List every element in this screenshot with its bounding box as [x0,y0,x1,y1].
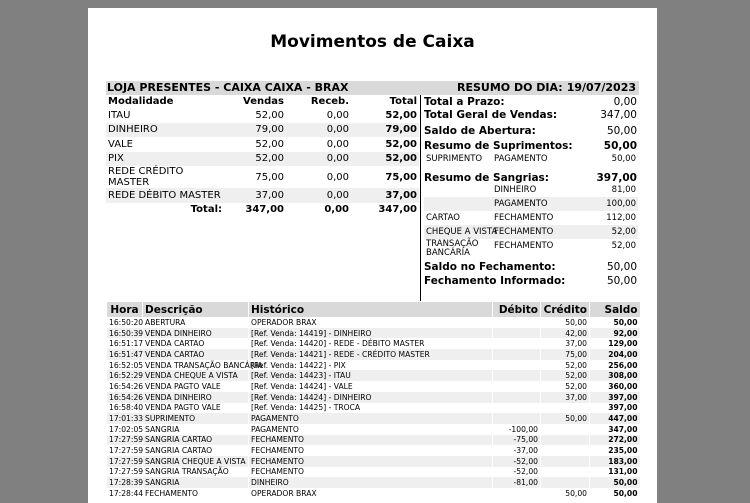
sangria-value: 52,00 [611,241,636,251]
mov-debito [493,328,541,339]
mov-historico: FECHAMENTO [249,467,493,478]
mov-historico: OPERADOR BRAX [249,317,493,328]
movimento-row [107,360,640,371]
mov-historico: [Ref. Venda: 14419] - DINHEIRO [249,328,493,339]
modalidade-total: 52,00 [351,152,419,167]
modalidade-total: 75,00 [385,171,417,183]
mov-descricao: SANGRIA TRANSAÇÃO [143,467,249,478]
total-total: 347,00 [378,204,417,216]
sangria-hist: PAGAMENTO [494,199,548,209]
col-descricao: Descrição [143,302,249,317]
col-receb: Receb. [310,96,349,107]
modalidade-name: REDE CRÉDITO MASTER [108,166,184,188]
mov-saldo: 50,00 [590,317,640,328]
mov-saldo: 50,00 [590,488,640,499]
mov-descricao: SANGRIA [143,424,249,435]
sangria-hist: DINHEIRO [494,185,537,195]
mov-credito: 37,00 [541,392,590,403]
mov-historico: [Ref. Venda: 14422] - PIX [249,360,493,371]
sangria-value: 100,00 [606,199,636,209]
mov-descricao: SUPRIMENTO [143,413,249,424]
mov-descricao: VENDA TRANSAÇÃO BANCÁRIA [143,360,249,371]
modalidade-total: 37,00 [351,188,419,203]
saldo-fechamento-label: Saldo no Fechamento: [424,261,556,273]
mov-saldo: 360,00 [590,381,640,392]
fechamento-informado-label: Fechamento Informado: [424,275,566,287]
mov-descricao: SANGRIA CARTAO [143,435,249,446]
modalidade-total: 52,00 [385,138,417,150]
saldo-fechamento-value: 50,00 [606,261,637,273]
col-vendas: Vendas [243,96,284,107]
mov-saldo: 204,00 [590,349,640,360]
modalidade-name: VALE [108,138,133,150]
mov-credito: 42,00 [541,328,590,339]
mov-descricao: SANGRIA CHEQUE A VISTA [143,456,249,467]
mov-credito: 52,00 [541,360,590,371]
movimento-row [107,392,640,403]
mov-historico: [Ref. Venda: 14424] - DINHEIRO [249,392,493,403]
mov-credito: 50,00 [541,413,590,424]
mov-descricao: VENDA PAGTO VALE [143,403,249,414]
mov-debito [493,381,541,392]
movimentos-table [106,302,640,499]
suprimentos-value: 50,00 [603,140,637,152]
mov-historico: FECHAMENTO [249,445,493,456]
mov-hora: 16:58:40 [107,403,143,414]
suprimento-type: SUPRIMENTO [426,154,483,164]
mov-saldo: 397,00 [590,392,640,403]
mov-historico: [Ref. Venda: 14423] - ITAU [249,370,493,381]
mov-descricao: ABERTURA [143,317,249,328]
mov-debito [493,392,541,403]
mov-historico: [Ref. Venda: 14425] - TROCA [249,403,493,414]
modalidade-receb: 0,00 [286,152,351,167]
modalidade-row [106,152,419,167]
mov-descricao: FECHAMENTO [143,488,249,499]
mov-historico: DINHEIRO [249,477,493,488]
mov-hora: 16:51:17 [107,338,143,349]
mov-descricao: VENDA PAGTO VALE [143,381,249,392]
mov-descricao: VENDA CHEQUE A VISTA [143,370,249,381]
mov-hora: 17:27:59 [107,456,143,467]
mov-saldo: 129,00 [590,338,640,349]
sangria-value: 52,00 [611,227,636,237]
mov-debito: -81,00 [493,477,541,488]
movimento-row [107,349,640,360]
mov-historico: [Ref. Venda: 14421] - REDE - CRÉDITO MASTER [249,349,493,360]
saldo-abertura-label: Saldo de Abertura: [424,125,536,137]
mov-debito [493,360,541,371]
mov-credito: 75,00 [541,349,590,360]
modalidade-vendas: 52,00 [255,138,284,150]
mov-debito: -100,00 [493,424,541,435]
modalidade-receb: 0,00 [326,138,349,150]
sangrias-label: Resumo de Sangrias: [424,172,549,184]
movimento-row [107,477,640,488]
movimento-row [107,456,640,467]
mov-debito [493,488,541,499]
mov-historico: FECHAMENTO [249,456,493,467]
mov-hora: 17:02:05 [107,424,143,435]
modalidade-row [106,108,419,123]
modalidade-vendas: 52,00 [224,152,286,167]
mov-debito [493,370,541,381]
suprimentos-label: Resumo de Suprimentos: [424,140,573,152]
mov-saldo: 447,00 [590,413,640,424]
mov-hora: 16:52:29 [107,370,143,381]
modalidade-total: 52,00 [385,109,417,121]
sangria-row [424,225,638,239]
sangria-value: 112,00 [606,213,636,223]
report-header-bar [106,81,639,95]
mov-hora: 16:52:05 [107,360,143,371]
suprimento-hist: PAGAMENTO [494,154,548,164]
sangria-row [424,197,638,211]
mov-hora: 17:27:59 [107,467,143,478]
movimento-row [107,467,640,478]
mov-hora: 16:51:47 [107,349,143,360]
sangria-type: CHEQUE A VISTA [426,227,498,237]
movimento-row [107,317,640,328]
mov-historico: OPERADOR BRAX [249,488,493,499]
mov-credito [541,403,590,414]
mov-descricao: VENDA DINHEIRO [143,392,249,403]
column-divider [420,95,421,301]
modalidade-receb: 0,00 [286,188,351,203]
mov-credito [541,467,590,478]
movimento-row [107,445,640,456]
modalidade-name: DINHEIRO [106,123,224,138]
total-label: Total: [190,204,222,216]
col-saldo: Saldo [590,302,640,317]
modalidade-vendas: 52,00 [255,109,284,121]
col-hora: Hora [107,302,143,317]
mov-historico: [Ref. Venda: 14424] - VALE [249,381,493,392]
mov-saldo: 272,00 [590,435,640,446]
mov-saldo: 183,00 [590,456,640,467]
modalidade-row [106,166,419,188]
mov-debito [493,349,541,360]
mov-descricao: VENDA DINHEIRO [143,328,249,339]
mov-debito: -52,00 [493,456,541,467]
mov-credito [541,445,590,456]
mov-hora: 16:54:26 [107,381,143,392]
mov-hora: 16:50:39 [107,328,143,339]
movimento-row [107,328,640,339]
mov-descricao: VENDA CARTAO [143,338,249,349]
modalidade-receb: 0,00 [286,123,351,138]
mov-saldo: 256,00 [590,360,640,371]
mov-saldo: 92,00 [590,328,640,339]
mov-debito: -37,00 [493,445,541,456]
sangria-hist: FECHAMENTO [494,213,554,223]
mov-historico: FECHAMENTO [249,435,493,446]
mov-credito [541,456,590,467]
mov-debito: -52,00 [493,467,541,478]
mov-debito [493,403,541,414]
mov-credito: 50,00 [541,488,590,499]
mov-descricao: SANGRIA CARTAO [143,445,249,456]
col-credito: Crédito [541,302,590,317]
mov-credito [541,424,590,435]
suprimento-value: 50,00 [611,154,636,164]
mov-saldo: 397,00 [590,403,640,414]
report-date: 19/07/2023 [566,81,636,94]
modalidade-name: REDE DÉBITO MASTER [106,188,224,203]
modalidade-total: 79,00 [351,123,419,138]
mov-saldo: 50,00 [590,477,640,488]
mov-credito [541,477,590,488]
suprimento-row [424,152,638,166]
col-debito: Débito [493,302,541,317]
total-vendas: 347,00 [245,204,284,216]
sangria-hist: FECHAMENTO [494,227,554,237]
sangria-row [424,239,638,259]
modalidade-name: ITAU [108,109,131,121]
sangria-type: CARTAO [426,213,460,223]
mov-credito: 50,00 [541,317,590,328]
modalidade-vendas: 75,00 [255,171,284,183]
mov-credito: 52,00 [541,370,590,381]
saldo-abertura-value: 50,00 [606,125,637,137]
fechamento-informado-value: 50,00 [606,275,637,287]
mov-saldo: 131,00 [590,467,640,478]
mov-historico: PAGAMENTO [249,424,493,435]
mov-saldo: 235,00 [590,445,640,456]
modalidade-vendas: 79,00 [224,123,286,138]
total-prazo-label: Total a Prazo: [424,96,505,108]
movimento-row [107,403,640,414]
total-geral-label: Total Geral de Vendas: [424,109,558,121]
mov-saldo: 347,00 [590,424,640,435]
mov-debito [493,317,541,328]
modalidades-table [106,95,419,217]
movimento-row [107,338,640,349]
sangria-hist: FECHAMENTO [494,241,554,251]
mov-saldo: 308,00 [590,370,640,381]
modalidade-receb: 0,00 [326,171,349,183]
mov-hora: 17:28:39 [107,477,143,488]
modalidade-row [106,137,419,152]
total-geral-value: 347,00 [600,109,637,121]
total-receb: 0,00 [324,204,349,216]
modalidade-row [106,188,419,203]
mov-descricao: SANGRIA [143,477,249,488]
modalidade-row [106,123,419,138]
mov-debito: -75,00 [493,435,541,446]
movimento-row [107,435,640,446]
sangria-value: 81,00 [611,185,636,195]
mov-hora: 17:01:33 [107,413,143,424]
mov-hora: 17:27:59 [107,445,143,456]
modalidade-vendas: 37,00 [224,188,286,203]
mov-credito: 37,00 [541,338,590,349]
sangria-row [424,211,638,225]
modalidade-receb: 0,00 [326,109,349,121]
movimento-row [107,381,640,392]
page-title: Movimentos de Caixa [270,32,475,52]
sangria-row [424,183,638,197]
mov-historico: [Ref. Venda: 14420] - REDE - DÉBITO MASTER [249,338,493,349]
modalidade-name: PIX [106,152,224,167]
report-page [88,8,657,503]
resumo-label: RESUMO DO DIA: [457,81,563,94]
mov-debito [493,413,541,424]
mov-hora: 17:27:59 [107,435,143,446]
col-total: Total [389,96,417,107]
sangrias-value: 397,00 [596,172,637,184]
mov-hora: 16:50:20 [107,317,143,328]
col-historico: Histórico [249,302,493,317]
movimento-row [107,370,640,381]
modalidades-total-row [106,203,419,218]
mov-credito [541,435,590,446]
movimento-row [107,488,640,499]
mov-debito [493,338,541,349]
movimento-row [107,413,640,424]
mov-historico: PAGAMENTO [249,413,493,424]
col-modalidade: Modalidade [108,96,174,107]
movimento-row [107,424,640,435]
mov-hora: 17:28:44 [107,488,143,499]
sangria-type: TRANSAÇÃO BANCÁRIA [426,239,479,258]
store-name: LOJA PRESENTES - CAIXA CAIXA - BRAX [107,81,349,94]
mov-credito: 52,00 [541,381,590,392]
total-prazo-value: 0,00 [613,96,637,108]
mov-descricao: VENDA CARTAO [143,349,249,360]
mov-hora: 16:54:26 [107,392,143,403]
